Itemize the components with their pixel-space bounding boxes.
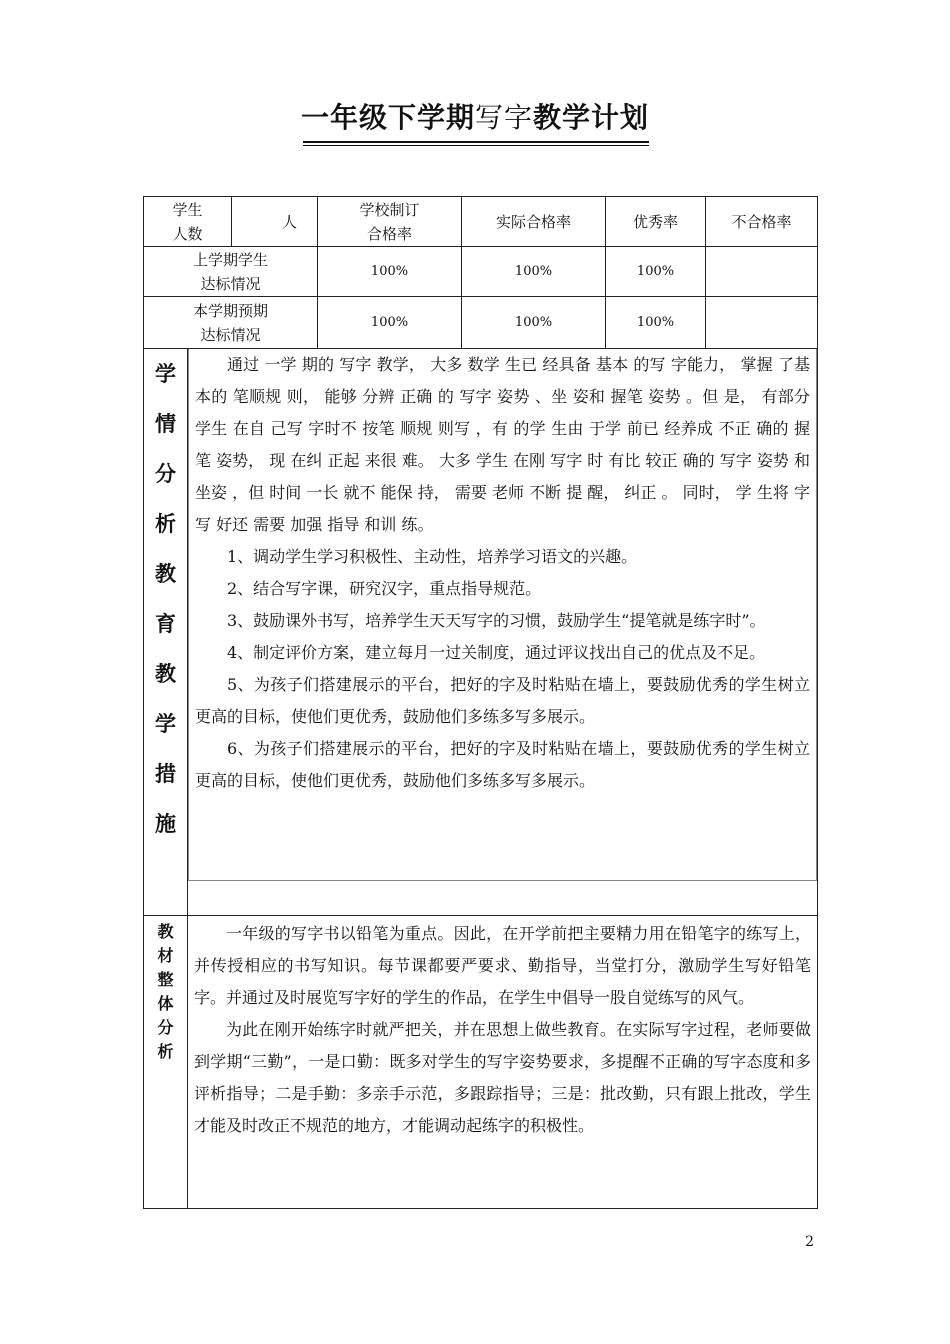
- heading-char: 析: [155, 512, 176, 536]
- heading-char: 分: [155, 462, 176, 486]
- excellent-rate-value: 100%: [606, 297, 706, 349]
- material-section-row: [144, 916, 818, 1209]
- paragraph: 4、制定评价方案，建立每月一过关制度，通过评议找出自己的优点及不足。: [227, 643, 766, 662]
- analysis-body-cell: [188, 349, 818, 916]
- material-body-cell: [188, 916, 818, 1209]
- students-label-cell: 学生 人数: [144, 197, 232, 247]
- analysis-heading-cell: [144, 349, 188, 916]
- heading-char: 学: [155, 362, 176, 386]
- paragraph: 为此在刚开始练字时就严把关，并在思想上做些教育。在实际写字过程，老师要做到学期“三勤”，一是口勤：既多对学生的写字姿势要求，多提醒不正确的写字态度和多评析指导；二是手勤：多亲手示范，多跟踪指导；三是：批改勤，只有跟上批改，学生才能及时改正不规范的地方，才能调动起练字的积极性。: [194, 1020, 812, 1135]
- paragraph: 通过 一学 期的 写字 教学， 大多 数学 生已 经具备 基本 的写 字能力， 掌握 了基 本的 笔顺规 则， 能够 分辨 正确 的 写字 姿势 、坐 姿和 握笔 姿势 。但 是， 有部分 学生 在自 己写 字时不 按笔 顺规 则写 ，有 的学 生由 于学 前已 经养成 不正 确的 握笔 姿势， 现 在纠 正起 来很 难。 大多 学生 在刚 写字 时 有比 较正 确的 写字 姿势 和坐姿 ，但 时间 一长 就不 能保 持， 需要 老师 不断 提 醒， 纠正 。 同时， 学 生将 字写 好还 需要 加强 指导 和训 练。: [195, 355, 811, 534]
- excellent-rate-value: 100%: [606, 247, 706, 297]
- plan-table: [143, 196, 818, 1209]
- actual-rate-value: 100%: [462, 297, 606, 349]
- heading-char: 情: [155, 412, 176, 436]
- excellent-rate-header: 优秀率: [606, 197, 706, 247]
- header-row: [144, 197, 818, 247]
- row-label: 本学期预期 达标情况: [144, 297, 318, 349]
- paragraph: 一年级的写字书以铅笔为重点。因此，在开学前把主要精力用在铅笔字的练写上，并传授相应的书写知识。每节课都要严要求、勤指导，当堂打分，激励学生写好铅笔字。并通过及时展览写字好的学生的作品，在学生中倡导一股自觉练写的风气。: [194, 924, 812, 1007]
- heading-char: 整: [157, 970, 174, 989]
- analysis-section-row: [144, 349, 818, 916]
- material-text: [188, 916, 817, 1142]
- heading-char: 析: [157, 1042, 174, 1061]
- school-rate-value: 100%: [318, 297, 462, 349]
- page-title: [300, 98, 650, 138]
- heading-char: 分: [157, 1018, 174, 1037]
- heading-char: 学: [155, 712, 176, 736]
- fail-rate-value: [706, 247, 818, 297]
- heading-char: 材: [157, 946, 174, 965]
- heading-char: 育: [155, 612, 176, 636]
- heading-char: 施: [155, 812, 176, 836]
- actual-rate-header: 实际合格率: [462, 197, 606, 247]
- students-count-cell: 人: [232, 197, 318, 247]
- table-row: [144, 247, 818, 297]
- paragraph: 2、结合写字课，研究汉字，重点指导规范。: [227, 579, 542, 598]
- school-rate-header: 学校制订 合格率: [318, 197, 462, 247]
- material-heading: [144, 920, 187, 1064]
- analysis-heading: [144, 349, 187, 849]
- heading-char: 教: [155, 562, 176, 586]
- actual-rate-value: 100%: [462, 247, 606, 297]
- title-underline: [303, 141, 649, 143]
- school-rate-value: 100%: [318, 247, 462, 297]
- table-row: [144, 297, 818, 349]
- row-label: 上学期学生 达标情况: [144, 247, 318, 297]
- heading-char: 体: [157, 994, 174, 1013]
- paragraph: 6、为孩子们搭建展示的平台，把好的字及时粘贴在墙上，要鼓励优秀的学生树立更高的目标，使他们更优秀，鼓励他们多练多写多展示。: [195, 739, 811, 790]
- title-part-3: 教学计划: [533, 101, 650, 134]
- heading-char: 措: [155, 762, 176, 786]
- heading-char: 教: [157, 922, 174, 941]
- title-underline-thin: [303, 145, 649, 146]
- title-part-1: 一年级下学期: [300, 101, 475, 134]
- fail-rate-value: [706, 297, 818, 349]
- title-part-2: 写字: [474, 101, 533, 134]
- fail-rate-header: 不合格率: [706, 197, 818, 247]
- paragraph: 3、鼓励课外书写，培养学生天天写字的习惯，鼓励学生“提笔就是练字时”。: [227, 611, 766, 630]
- analysis-text: [188, 349, 817, 881]
- heading-char: 教: [155, 662, 176, 686]
- paragraph: 1、调动学生学习积极性、主动性，培养学习语文的兴趣。: [227, 547, 638, 566]
- material-heading-cell: [144, 916, 188, 1209]
- paragraph: 5、为孩子们搭建展示的平台，把好的字及时粘贴在墙上，要鼓励优秀的学生树立更高的目标，使他们更优秀，鼓励他们多练多写多展示。: [195, 675, 811, 726]
- page-number: 2: [805, 1234, 814, 1250]
